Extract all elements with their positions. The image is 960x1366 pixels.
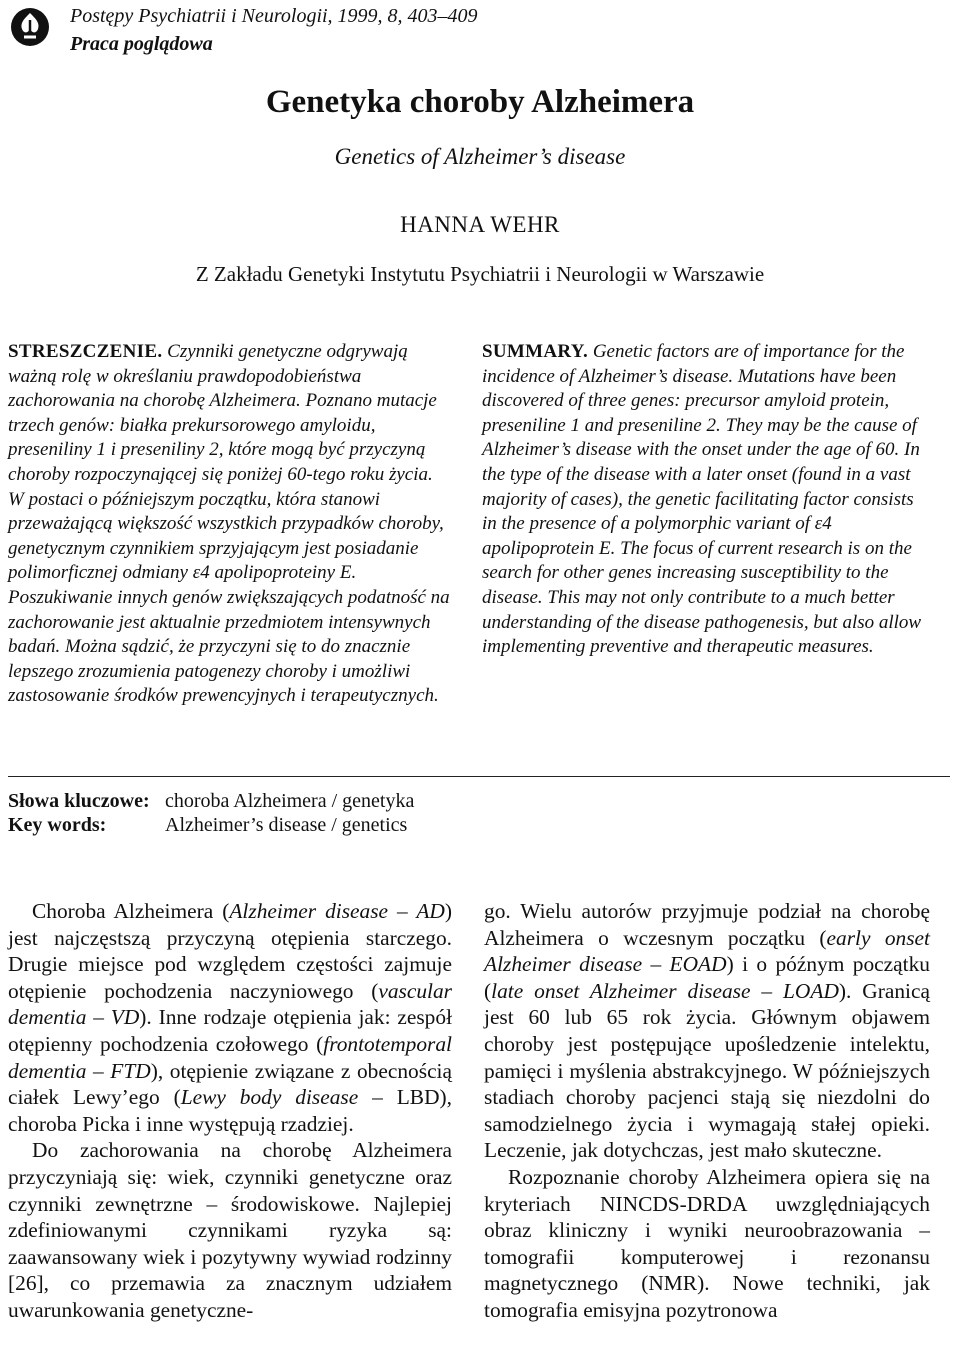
- body-text: ) jest najczęstszą przyczyną otępienia starczego. Drugie miejsce pod względem częstości zajmuje otępienie pochodzenia naczyniowego (: [8, 899, 452, 1003]
- keywords-english: [8, 813, 407, 837]
- keywords-polish: [8, 789, 414, 813]
- journal-citation: Postępy Psychiatrii i Neurologii, 1999, 8, 403–409: [70, 5, 478, 27]
- abstract-english: [482, 340, 930, 660]
- body-text: – LBD), choroba Picka i inne występują rzadziej.: [8, 1085, 452, 1136]
- journal-logo-icon: [10, 7, 50, 47]
- article-title: Genetyka choroby Alzheimera: [265, 84, 695, 120]
- body-column-left: [8, 898, 452, 1324]
- body-paragraph-1: [8, 898, 452, 1137]
- body-text: ), otępienie związane z obecnością ciałek Lewy’ego (: [8, 1058, 452, 1110]
- body-text: ) i o późnym początku (: [484, 952, 930, 1003]
- body-term: Alzheimer disease – AD: [229, 899, 445, 923]
- abstract-pl-text: Czynniki genetyczne odgrywają ważną rolę w określaniu prawdopodobieństwa zachorowania na chorobę Alzheimera. Poznano mutacje trzech genów: białka prekursorowego amyloidu, preseniliny 1 i preseniliny 2, które mogą być przyczyną choroby rozpoczynającej się poniżej 60-tego roku życia. W postaci o późniejszym początku, która stanowi przeważającą większość wszystkich przypadków choroby, genetycznym czynnikiem sprzyjającym jest posiadanie polimorficznej odmiany ε4 apolipoproteiny E. Poszukiwanie innych genów zwiększających podatność na zachorowanie jest aktualnie przedmiotem intensywnych badań. Można sądzić, że przyczyni się to do znacznie lepszego zrozumienia patogenezy choroby i umożliwi zastosowanie środków prewencyjnych i terapeutycznych.: [8, 341, 450, 707]
- author-name: HANNA WEHR: [400, 212, 560, 237]
- body-text: ). Granicą jest 60 lub 65 rok życia. Głównym objawem choroby jest postępujące upośledzenie intelektu, pamięci i myślenia abstrakcyjnego. W późniejszych stadiach choroby pacjenci stają się niezdolni do samodzielnego życia i wymagają stałej opieki. Leczenie, jak dotychczas, jest mało skuteczne.: [484, 978, 930, 1163]
- abstract-en-heading: SUMMARY.: [482, 341, 589, 362]
- body-term: vascular dementia – VD: [8, 978, 452, 1030]
- journal-header: [70, 2, 478, 58]
- body-text: Choroba Alzheimera (: [32, 899, 230, 923]
- body-paragraph-3: [484, 898, 930, 1164]
- abstract-pl-heading: STRESZCZENIE.: [8, 341, 163, 362]
- body-term: late onset Alzheimer disease – LOAD: [491, 978, 839, 1003]
- section-divider: [8, 776, 950, 777]
- article-subtitle: Genetics of Alzheimer’s disease: [334, 144, 626, 169]
- keywords-pl-value: choroba Alzheimera / genetyka: [165, 790, 415, 812]
- body-paragraph-2: Do zachorowania na chorobę Alzheimera przyczyniają się: wiek, czynniki genetyczne oraz czynniki zewnętrzne – środowiskowe. Najlepiej zdefiniowanymi czynnikami ryzyka są: zaawansowany wiek i pozytywny wywiad rodzinny [26], co przemawia za znacznym udziałem uwarunkowania genetyczne-: [8, 1138, 452, 1322]
- article-type: Praca poglądowa: [70, 33, 213, 55]
- abstract-polish: [8, 340, 452, 709]
- body-term: frontotemporal dementia – FTD: [8, 1031, 452, 1083]
- keywords-en-value: Alzheimer’s disease / genetics: [165, 814, 408, 836]
- body-column-right: [484, 898, 930, 1324]
- keywords-pl-label: Słowa kluczowe:: [8, 790, 150, 812]
- body-text: go. Wielu autorów przyjmuje podział na chorobę Alzheimera o wczesnym początku (: [484, 899, 930, 950]
- body-term: early onset Alzheimer disease – EOAD: [484, 925, 930, 977]
- abstract-en-text: Genetic factors are of importance for the incidence of Alzheimer’s disease. Mutations have been discovered of three genes: precursor amyloid protein, preseniline 1 and preseniline 2. They may be the cause of Alzheimer’s disease with the onset under the age of 60. In the type of the disease with a later onset (found in a vast majority of cases), the genetic facilitating factor consists in the presence of a polymorphic variant of ε4 apolipoprotein E. The focus of current research is on the search for other genes increasing susceptibility to the disease. This may not only contribute to a much better understanding of the disease pathogenesis, but also allow implementing preventive and therapeutic measures.: [482, 341, 922, 658]
- affiliation: Z Zakładu Genetyki Instytutu Psychiatrii i Neurologii w Warszawie: [195, 262, 765, 286]
- keywords-en-label: Key words:: [8, 814, 107, 836]
- body-term: Lewy body disease: [180, 1085, 359, 1110]
- body-paragraph-4: Rozpoznanie choroby Alzheimera opiera się na kryteriach NINCDS-DRDA uwzględniających obraz kliniczny i wyniki neuroobrazowania – tomografii komputerowej i rezonansu magnetycznego (NMR). Nowe techniki, jak tomografia emisyjna pozytronowa: [484, 1164, 930, 1322]
- body-text: ). Inne rodzaje otępienia jak: zespół otępienny pochodzenia czołowego (: [8, 1005, 453, 1056]
